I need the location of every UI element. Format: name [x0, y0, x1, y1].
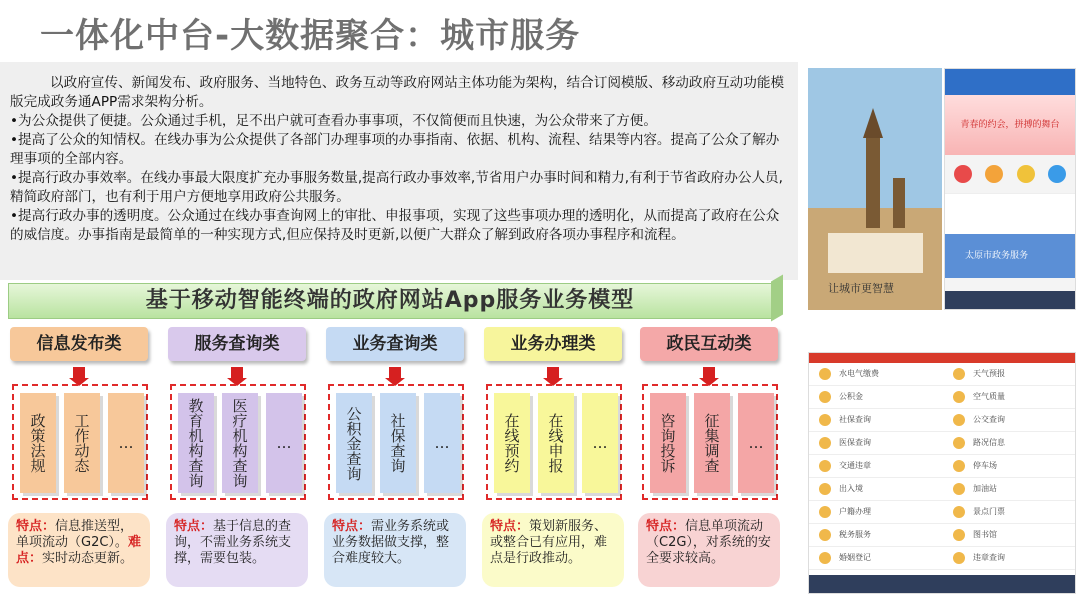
category-item: 公积金查询 — [336, 393, 372, 493]
double-arrow-icon — [231, 367, 243, 379]
category-item: 教育机构查询 — [178, 393, 214, 493]
category-item: 工作动态 — [64, 393, 100, 493]
service-list-right — [943, 363, 1075, 570]
category-item: 医疗机构查询 — [222, 393, 258, 493]
category-feature: 特点：信息单项流动（C2G），对系统的安全要求较高。 — [638, 513, 780, 587]
intro-item: •提高行政办事效率。在线办事最大限度扩充办事服务数量,提高行政办事效率,节省用户办事时间和精力,有利于节省政府办公人员,精简政府部门，也有利于用户方便地享用政府公共服务。 — [10, 170, 783, 205]
category-item: 征集调查 — [694, 393, 730, 493]
city-tower-image — [808, 68, 942, 310]
category-label: 业务查询类 — [326, 327, 464, 361]
phone-screenshot-city — [808, 68, 942, 310]
category-item: … — [738, 393, 774, 493]
service-row[interactable]: 社保查询 — [809, 409, 943, 432]
app-icon[interactable] — [1048, 165, 1066, 183]
phone-header — [809, 353, 1075, 363]
service-row[interactable]: 空气质量 — [943, 386, 1075, 409]
service-list-left — [809, 363, 943, 570]
service-row[interactable]: 公交查询 — [943, 409, 1075, 432]
service-row[interactable]: 违章查询 — [943, 547, 1075, 570]
category-item: 政策法规 — [20, 393, 56, 493]
phone-header — [945, 69, 1075, 95]
category-label: 业务办理类 — [484, 327, 622, 361]
page-title: 一体化中台-大数据聚合：城市服务 — [40, 16, 581, 56]
app-icon[interactable] — [985, 165, 1003, 183]
category-item: … — [582, 393, 618, 493]
intro-item: •为公众提供了便捷。公众通过手机，足不出户就可查看办事事项，不仅简便而且快速，为公众带来了方便。 — [10, 113, 657, 129]
service-row[interactable]: 婚姻登记 — [809, 547, 943, 570]
category-item: 社保查询 — [380, 393, 416, 493]
model-title-banner: 基于移动智能终端的政府网站App服务业务模型 — [8, 283, 772, 319]
phone-icon-row — [945, 155, 1075, 193]
service-row[interactable]: 税务服务 — [809, 524, 943, 547]
city-caption: 让城市更智慧 — [828, 282, 894, 295]
category-item: … — [266, 393, 302, 493]
category-label: 服务查询类 — [168, 327, 306, 361]
intro-item: •提高了公众的知情权。在线办事为公众提供了各部门办理事项的办事指南、依据、机构、流程、结果等内容。提高了公众了解办理事项的全部内容。 — [10, 132, 780, 167]
service-row[interactable]: 图书馆 — [943, 524, 1075, 547]
intro-item: •提高行政办事的透明度。公众通过在线办事查询网上的审批、申报事项，实现了这些事项办理的透明化，从而提高了政府在公众的威信度。办事指南是最简单的一种实现方式,但应保持及时更新,以便广大群众了解到政府各项办事程序和流程。 — [10, 208, 780, 243]
service-row[interactable]: 公积金 — [809, 386, 943, 409]
service-row[interactable]: 路况信息 — [943, 432, 1075, 455]
double-arrow-icon — [703, 367, 715, 379]
category-item: … — [108, 393, 144, 493]
category-feature: 特点：需业务系统或业务数据做支撑，整合难度较大。 — [324, 513, 466, 587]
category-item: 在线预约 — [494, 393, 530, 493]
double-arrow-icon — [389, 367, 401, 379]
service-row[interactable]: 停车场 — [943, 455, 1075, 478]
service-row[interactable]: 户籍办理 — [809, 501, 943, 524]
category-item: 在线申报 — [538, 393, 574, 493]
app-icon[interactable] — [1017, 165, 1035, 183]
double-arrow-icon — [73, 367, 85, 379]
intro-panel — [0, 62, 798, 280]
service-row[interactable]: 医保查询 — [809, 432, 943, 455]
phone-screenshot-services — [808, 352, 1076, 594]
intro-paragraph: 以政府宣传、新闻发布、政府服务、当地特色、政务互动等政府网站主体功能为架构，结合订阅模版、移动政府互动功能模版完成政务通APP需求架构分析。 — [10, 75, 785, 110]
service-row[interactable]: 交通违章 — [809, 455, 943, 478]
category-item: 咨询投诉 — [650, 393, 686, 493]
category-feature: 特点：信息推送型，单项流动（G2C）。难点：实时动态更新。 — [8, 513, 150, 587]
category-item: … — [424, 393, 460, 493]
double-arrow-icon — [547, 367, 559, 379]
service-row[interactable]: 水电气缴费 — [809, 363, 943, 386]
service-row[interactable]: 出入境 — [809, 478, 943, 501]
category-label: 信息发布类 — [10, 327, 148, 361]
service-row[interactable]: 景点门票 — [943, 501, 1075, 524]
category-label: 政民互动类 — [640, 327, 778, 361]
service-row[interactable]: 加油站 — [943, 478, 1075, 501]
app-icon[interactable] — [954, 165, 972, 183]
phone-tabbar[interactable] — [945, 291, 1075, 309]
service-row[interactable]: 天气预报 — [943, 363, 1075, 386]
category-feature: 特点：策划新服务、或整合已有应用，难点是行政推动。 — [482, 513, 624, 587]
phone-news — [945, 193, 1075, 234]
phone-screenshot-home — [944, 68, 1076, 310]
category-feature: 特点：基于信息的查询，不需业务系统支撑，需要包装。 — [166, 513, 308, 587]
phone-bottom-banner[interactable]: 太原市政务服务 — [945, 234, 1075, 278]
phone-banner[interactable]: 青春的约会，拼搏的舞台 — [945, 95, 1075, 155]
phone-tabbar[interactable] — [809, 575, 1075, 593]
